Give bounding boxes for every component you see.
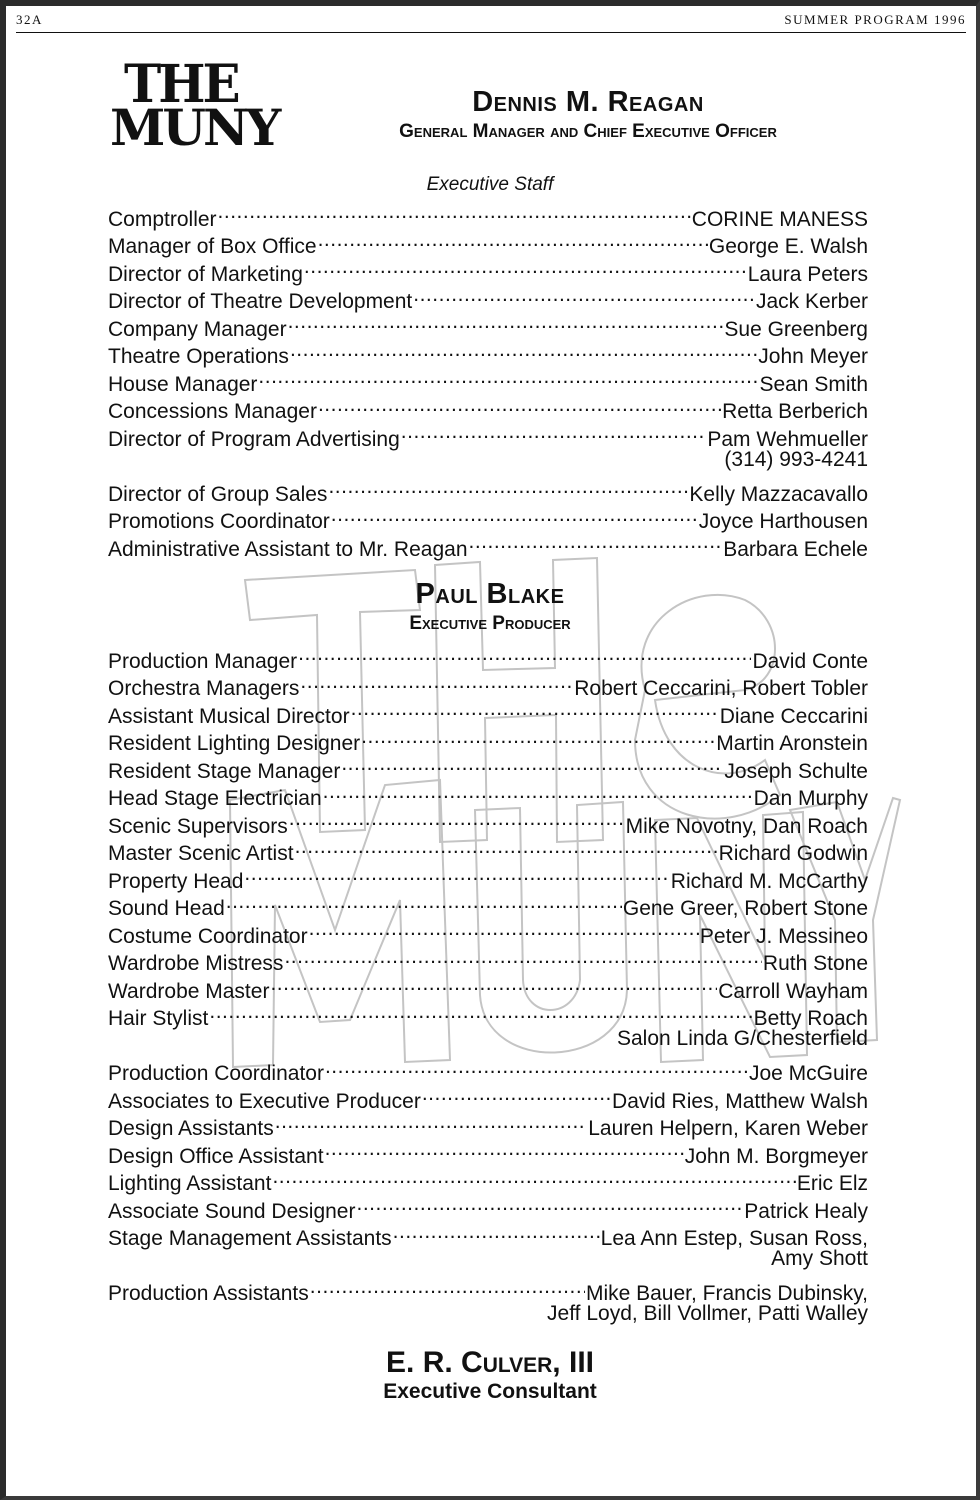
reagan-title: General Manager and Chief Executive Officer <box>399 121 777 142</box>
staff-row <box>108 640 868 673</box>
dot-leader <box>310 1273 585 1301</box>
name-continuation: Amy Shott <box>771 1247 868 1270</box>
dot-leader <box>272 1163 795 1191</box>
reagan-heading <box>200 86 976 143</box>
role: Lighting Assistant <box>108 1172 272 1195</box>
dot-leader <box>209 998 752 1026</box>
staff-name: Richard M. McCarthy <box>670 869 868 893</box>
dot-leader <box>413 281 755 309</box>
staff-name: David Conte <box>752 649 868 673</box>
executive-staff-label: Executive Staff <box>426 174 554 195</box>
staff-name: Pam Wehmueller <box>707 427 868 451</box>
staff-name: Laura Peters <box>747 262 868 286</box>
role: Company Manager <box>108 317 287 341</box>
dot-leader <box>325 1053 748 1081</box>
role: Promotions Coordinator <box>108 510 330 533</box>
dot-leader <box>218 198 691 226</box>
role: Costume Coordinator <box>108 924 308 948</box>
culver-heading <box>0 1346 980 1404</box>
blake-name: Paul Blake <box>415 578 565 610</box>
staff-name: Joseph Schulte <box>724 759 868 783</box>
role: Manager of Box Office <box>108 235 317 258</box>
staff-name: Kelly Mazzacavallo <box>689 482 868 506</box>
dot-leader <box>318 226 708 254</box>
dot-leader <box>288 308 724 336</box>
dot-leader <box>469 528 723 556</box>
dot-leader <box>290 336 757 364</box>
dot-leader <box>341 750 723 778</box>
role: House Manager <box>108 372 258 396</box>
dot-leader <box>295 833 718 861</box>
role: Wardrobe Master <box>108 979 270 1003</box>
staff-name: Robert Ceccarini, Robert Tobler <box>574 677 868 700</box>
staff-row <box>108 1273 868 1305</box>
staff-name: Carroll Wayham <box>718 979 868 1003</box>
staff-name: Lauren Helpern, Karen Weber <box>588 1117 868 1140</box>
page-folio: 32A <box>16 12 43 27</box>
staff-name: Retta Berberich <box>722 400 868 423</box>
role: Hair Stylist <box>108 1007 209 1030</box>
role: Design Office Assistant <box>108 1144 324 1168</box>
staff-name: Martin Aronstein <box>716 732 868 755</box>
staff-name: Betty Roach <box>753 1007 868 1030</box>
dot-leader <box>304 253 747 281</box>
dot-leader <box>361 723 715 751</box>
running-head <box>16 10 966 33</box>
staff-name: Barbara Echele <box>723 537 868 561</box>
staff-row <box>108 1053 868 1085</box>
staff-name: John M. Borgmeyer <box>684 1144 868 1168</box>
role: Resident Stage Manager <box>108 759 341 783</box>
staff-name: George E. Walsh <box>708 235 868 258</box>
staff-name: David Ries, Matthew Walsh <box>612 1089 868 1113</box>
role: Property Head <box>108 869 244 893</box>
culver-name: E. R. Culver, III <box>386 1346 594 1379</box>
blake-title: Executive Producer <box>409 613 571 634</box>
dot-leader <box>226 888 622 916</box>
role: Director of Program Advertising <box>108 427 400 451</box>
role: Head Stage Electrician <box>108 787 322 810</box>
dot-leader <box>284 943 761 971</box>
dot-leader <box>270 970 717 998</box>
staff-name: Patrick Healy <box>744 1199 868 1223</box>
role: Sound Head <box>108 897 225 920</box>
staff-name: Sue Greenberg <box>724 317 868 341</box>
staff-name: Ruth Stone <box>762 952 868 975</box>
dot-leader <box>318 391 721 419</box>
dot-leader <box>323 778 753 806</box>
role: Design Assistants <box>108 1117 274 1140</box>
dot-leader <box>356 1190 743 1218</box>
blake-heading <box>0 578 980 635</box>
logo-line-the: THE <box>124 52 238 115</box>
staff-name: Mike Bauer, Francis Dubinsky, <box>585 1282 868 1305</box>
role: Production Coordinator <box>108 1062 324 1085</box>
dot-leader <box>258 363 758 391</box>
dot-leader <box>393 1218 600 1246</box>
staff-row <box>108 198 868 231</box>
dot-leader <box>325 1135 684 1163</box>
dot-leader <box>244 860 669 888</box>
staff-name: Joyce Harthousen <box>698 510 868 533</box>
staff-name: John Meyer <box>758 345 868 368</box>
production-staff-list <box>108 640 868 1328</box>
dot-leader <box>298 640 751 668</box>
name-continuation: Jeff Loyd, Bill Vollmer, Patti Walley <box>547 1302 868 1325</box>
dot-leader <box>401 418 707 446</box>
staff-name: Diane Ceccarini <box>719 704 868 728</box>
dot-leader <box>300 668 573 696</box>
logo-line-muny: MUNY <box>110 98 279 157</box>
staff-name: Peter J. Messineo <box>699 924 868 948</box>
role: Resident Lighting Designer <box>108 732 361 755</box>
staff-name: Sean Smith <box>759 372 868 396</box>
role: Administrative Assistant to Mr. Reagan <box>108 537 468 561</box>
role: Associate Sound Designer <box>108 1199 356 1223</box>
role: Production Manager <box>108 649 298 673</box>
dot-leader <box>328 473 688 501</box>
dot-leader <box>331 501 698 529</box>
staff-name: Eric Elz <box>796 1172 868 1195</box>
salon-name: Salon Linda G/Chesterfield <box>617 1027 868 1050</box>
role: Scenic Supervisors <box>108 814 288 838</box>
role: Theatre Operations <box>108 345 289 368</box>
role: Director of Marketing <box>108 262 303 286</box>
publication-title: SUMMER PROGRAM 1996 <box>784 12 966 27</box>
role: Stage Management Assistants <box>108 1227 392 1250</box>
dot-leader <box>351 695 719 723</box>
staff-name: Mike Novotny, Dan Roach <box>625 814 868 838</box>
reagan-name: Dennis M. Reagan <box>472 86 704 118</box>
role: Production Assistants <box>108 1282 309 1305</box>
role: Director of Group Sales <box>108 482 328 506</box>
role: Director of Theatre Development <box>108 290 413 313</box>
staff-name: Lea Ann Estep, Susan Ross, <box>600 1227 868 1250</box>
staff-name: Jack Kerber <box>755 290 868 313</box>
role: Comptroller <box>108 207 217 231</box>
staff-name: Joe McGuire <box>748 1062 868 1085</box>
dot-leader <box>309 915 699 943</box>
role: Orchestra Managers <box>108 677 300 700</box>
staff-name: Dan Murphy <box>753 787 868 810</box>
staff-row <box>108 473 868 506</box>
executive-staff-list <box>108 198 868 561</box>
dot-leader <box>289 805 625 833</box>
role: Wardrobe Mistress <box>108 952 284 975</box>
dot-leader <box>275 1108 587 1136</box>
dot-leader <box>422 1080 611 1108</box>
culver-title: Executive Consultant <box>383 1380 597 1403</box>
role: Associates to Executive Producer <box>108 1089 421 1113</box>
staff-name: CORINE MANESS <box>691 207 868 231</box>
role: Assistant Musical Director <box>108 704 350 728</box>
staff-name: Richard Godwin <box>718 842 868 865</box>
phone-number: (314) 993-4241 <box>724 447 868 471</box>
role: Concessions Manager <box>108 400 317 423</box>
role: Master Scenic Artist <box>108 842 294 865</box>
staff-name: Gene Greer, Robert Stone <box>622 897 868 920</box>
